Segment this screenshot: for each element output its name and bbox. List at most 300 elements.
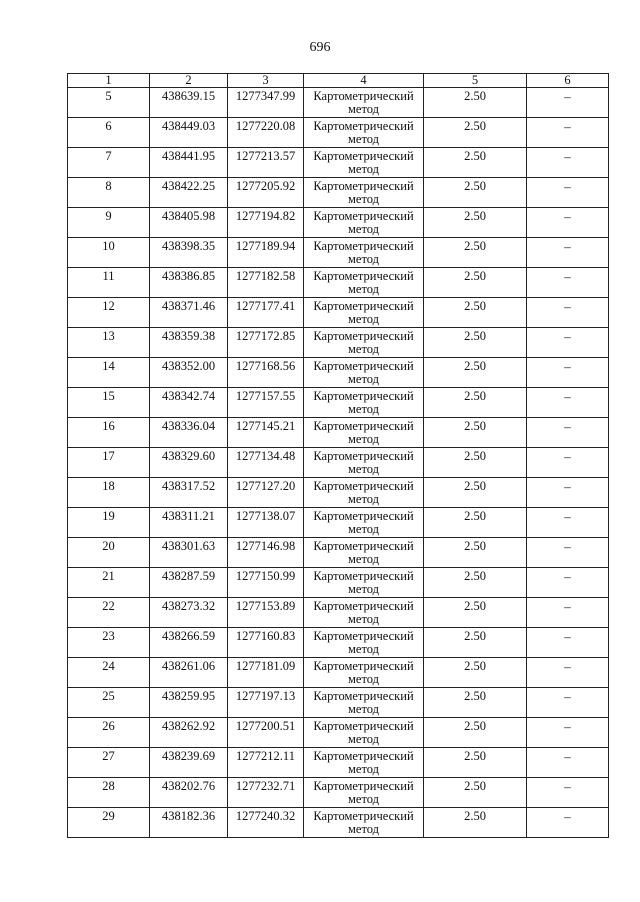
y-coordinate-cell: [228, 448, 304, 478]
x-coordinate-cell: [150, 568, 228, 598]
point-number-cell: [68, 268, 150, 298]
accuracy-cell: [424, 808, 527, 838]
y-coordinate-cell-text: 1277212.11: [236, 749, 295, 763]
table-row: [68, 508, 609, 538]
method-cell-text: Картометрический метод: [313, 659, 414, 686]
method-cell-text: Картометрический метод: [313, 599, 414, 626]
accuracy-cell-text: 2.50: [464, 149, 486, 163]
x-coordinate-cell: [150, 148, 228, 178]
note-cell: [527, 358, 609, 388]
point-number-cell: [68, 598, 150, 628]
table-row: [68, 268, 609, 298]
x-coordinate-cell: [150, 748, 228, 778]
x-coordinate-cell-text: 438405.98: [161, 209, 216, 223]
accuracy-cell: [424, 598, 527, 628]
header-row: [68, 74, 609, 88]
y-coordinate-cell: [228, 328, 304, 358]
method-cell-text: Картометрический метод: [313, 239, 414, 266]
method-cell-text: Картометрический метод: [313, 119, 414, 146]
table-body: [68, 88, 609, 838]
y-coordinate-cell-text: 1277200.51: [235, 719, 296, 733]
method-cell: [304, 208, 424, 238]
method-cell-text: Картометрический метод: [313, 629, 414, 656]
x-coordinate-cell: [150, 328, 228, 358]
x-coordinate-cell: [150, 478, 228, 508]
note-cell-text: –: [564, 329, 571, 344]
point-number-cell: [68, 448, 150, 478]
point-number-cell-text: 7: [105, 149, 112, 163]
y-coordinate-cell-text: 1277145.21: [235, 419, 296, 433]
point-number-cell-text: 23: [102, 629, 115, 643]
y-coordinate-cell: [228, 748, 304, 778]
note-cell: [527, 628, 609, 658]
y-coordinate-cell: [228, 208, 304, 238]
accuracy-cell: [424, 448, 527, 478]
x-coordinate-cell-text: 438639.15: [161, 89, 216, 103]
method-cell-text: Картометрический метод: [313, 329, 414, 356]
note-cell: [527, 148, 609, 178]
method-cell-text: Картометрический метод: [313, 419, 414, 446]
method-cell: [304, 508, 424, 538]
accuracy-cell: [424, 268, 527, 298]
table-row: [68, 178, 609, 208]
point-number-cell-text: 15: [102, 389, 115, 403]
method-cell-text: Картометрический метод: [313, 539, 414, 566]
accuracy-cell-text: 2.50: [464, 629, 486, 643]
y-coordinate-cell-text: 1277189.94: [235, 239, 296, 253]
note-cell-text: –: [564, 299, 571, 314]
y-coordinate-cell-text: 1277232.71: [235, 779, 296, 793]
table-row: [68, 688, 609, 718]
table-row: [68, 118, 609, 148]
note-cell: [527, 688, 609, 718]
x-coordinate-cell-text: 438266.59: [161, 629, 216, 643]
method-cell-text: Картометрический метод: [313, 509, 414, 536]
header-col-3: 3: [228, 74, 304, 88]
point-number-cell: [68, 208, 150, 238]
accuracy-cell-text: 2.50: [464, 779, 486, 793]
y-coordinate-cell-text: 1277138.07: [235, 509, 296, 523]
method-cell-text: Картометрический метод: [313, 149, 414, 176]
note-cell: [527, 508, 609, 538]
accuracy-cell-text: 2.50: [464, 479, 486, 493]
y-coordinate-cell-text: 1277197.13: [235, 689, 296, 703]
x-coordinate-cell-text: 438301.63: [161, 539, 216, 553]
header-col-2: 2: [150, 74, 228, 88]
accuracy-cell-text: 2.50: [464, 569, 486, 583]
point-number-cell-text: 19: [102, 509, 115, 523]
accuracy-cell: [424, 178, 527, 208]
point-number-cell: [68, 478, 150, 508]
x-coordinate-cell-text: 438386.85: [161, 269, 216, 283]
table-row: [68, 718, 609, 748]
note-cell: [527, 418, 609, 448]
accuracy-cell: [424, 418, 527, 448]
point-number-cell: [68, 778, 150, 808]
note-cell-text: –: [564, 149, 571, 164]
note-cell-text: –: [564, 269, 571, 284]
table-row: [68, 448, 609, 478]
point-number-cell: [68, 748, 150, 778]
x-coordinate-cell: [150, 808, 228, 838]
y-coordinate-cell: [228, 298, 304, 328]
x-coordinate-cell: [150, 118, 228, 148]
y-coordinate-cell-text: 1277172.85: [235, 329, 296, 343]
note-cell-text: –: [564, 689, 571, 704]
accuracy-cell-text: 2.50: [464, 599, 486, 613]
accuracy-cell-text: 2.50: [464, 659, 486, 673]
note-cell: [527, 538, 609, 568]
accuracy-cell: [424, 208, 527, 238]
x-coordinate-cell: [150, 208, 228, 238]
note-cell-text: –: [564, 629, 571, 644]
x-coordinate-cell-text: 438239.69: [161, 749, 216, 763]
accuracy-cell-text: 2.50: [464, 689, 486, 703]
y-coordinate-cell: [228, 628, 304, 658]
table-row: [68, 538, 609, 568]
x-coordinate-cell: [150, 538, 228, 568]
point-number-cell-text: 5: [105, 89, 112, 103]
method-cell-text: Картометрический метод: [313, 269, 414, 296]
accuracy-cell: [424, 148, 527, 178]
accuracy-cell: [424, 748, 527, 778]
note-cell-text: –: [564, 539, 571, 554]
accuracy-cell: [424, 658, 527, 688]
y-coordinate-cell-text: 1277181.09: [235, 659, 296, 673]
x-coordinate-cell: [150, 358, 228, 388]
y-coordinate-cell: [228, 418, 304, 448]
coordinates-table: [67, 73, 609, 838]
x-coordinate-cell-text: 438202.76: [161, 779, 216, 793]
x-coordinate-cell-text: 438287.59: [161, 569, 216, 583]
note-cell-text: –: [564, 389, 571, 404]
point-number-cell-text: 22: [102, 599, 115, 613]
accuracy-cell-text: 2.50: [464, 539, 486, 553]
method-cell: [304, 808, 424, 838]
y-coordinate-cell-text: 1277220.08: [235, 119, 296, 133]
x-coordinate-cell-text: 438259.95: [161, 689, 216, 703]
header-col-5: 5: [424, 74, 527, 88]
x-coordinate-cell-text: 438329.60: [161, 449, 216, 463]
method-cell: [304, 118, 424, 148]
x-coordinate-cell-text: 438273.32: [161, 599, 216, 613]
point-number-cell-text: 27: [102, 749, 115, 763]
note-cell-text: –: [564, 89, 571, 104]
y-coordinate-cell: [228, 118, 304, 148]
method-cell: [304, 418, 424, 448]
accuracy-cell: [424, 328, 527, 358]
x-coordinate-cell-text: 438342.74: [161, 389, 216, 403]
method-cell: [304, 148, 424, 178]
table-row: [68, 598, 609, 628]
accuracy-cell: [424, 538, 527, 568]
method-cell: [304, 298, 424, 328]
point-number-cell-text: 21: [102, 569, 115, 583]
method-cell-text: Картометрический метод: [313, 389, 414, 416]
table-row: [68, 778, 609, 808]
x-coordinate-cell: [150, 418, 228, 448]
accuracy-cell-text: 2.50: [464, 119, 486, 133]
point-number-cell: [68, 148, 150, 178]
point-number-cell: [68, 238, 150, 268]
x-coordinate-cell: [150, 238, 228, 268]
method-cell: [304, 688, 424, 718]
method-cell: [304, 358, 424, 388]
note-cell-text: –: [564, 749, 571, 764]
point-number-cell: [68, 388, 150, 418]
note-cell: [527, 178, 609, 208]
x-coordinate-cell: [150, 298, 228, 328]
method-cell-text: Картометрический метод: [313, 809, 414, 836]
method-cell: [304, 658, 424, 688]
method-cell-text: Картометрический метод: [313, 569, 414, 596]
x-coordinate-cell: [150, 718, 228, 748]
x-coordinate-cell: [150, 388, 228, 418]
note-cell-text: –: [564, 179, 571, 194]
method-cell: [304, 88, 424, 118]
accuracy-cell-text: 2.50: [464, 719, 486, 733]
note-cell: [527, 268, 609, 298]
x-coordinate-cell-text: 438336.04: [161, 419, 216, 433]
note-cell-text: –: [564, 569, 571, 584]
note-cell: [527, 118, 609, 148]
table-row: [68, 808, 609, 838]
note-cell-text: –: [564, 659, 571, 674]
accuracy-cell: [424, 88, 527, 118]
y-coordinate-cell-text: 1277134.48: [235, 449, 296, 463]
note-cell-text: –: [564, 599, 571, 614]
y-coordinate-cell: [228, 178, 304, 208]
point-number-cell-text: 29: [102, 809, 115, 823]
x-coordinate-cell-text: 438441.95: [161, 149, 216, 163]
method-cell: [304, 478, 424, 508]
accuracy-cell: [424, 778, 527, 808]
accuracy-cell-text: 2.50: [464, 179, 486, 193]
table-row: [68, 238, 609, 268]
y-coordinate-cell-text: 1277146.98: [235, 539, 296, 553]
y-coordinate-cell: [228, 268, 304, 298]
method-cell: [304, 568, 424, 598]
method-cell: [304, 538, 424, 568]
point-number-cell-text: 14: [102, 359, 115, 373]
point-number-cell-text: 17: [102, 449, 115, 463]
point-number-cell: [68, 808, 150, 838]
point-number-cell-text: 9: [105, 209, 112, 223]
y-coordinate-cell-text: 1277213.57: [235, 149, 296, 163]
x-coordinate-cell-text: 438317.52: [161, 479, 216, 493]
point-number-cell-text: 25: [102, 689, 115, 703]
note-cell-text: –: [564, 809, 571, 824]
note-cell: [527, 658, 609, 688]
y-coordinate-cell: [228, 538, 304, 568]
y-coordinate-cell-text: 1277182.58: [235, 269, 296, 283]
method-cell: [304, 178, 424, 208]
point-number-cell: [68, 118, 150, 148]
table-row: [68, 388, 609, 418]
y-coordinate-cell-text: 1277347.99: [235, 89, 296, 103]
x-coordinate-cell-text: 438262.92: [161, 719, 216, 733]
accuracy-cell: [424, 238, 527, 268]
accuracy-cell: [424, 298, 527, 328]
accuracy-cell-text: 2.50: [464, 89, 486, 103]
note-cell: [527, 88, 609, 118]
accuracy-cell: [424, 118, 527, 148]
y-coordinate-cell: [228, 148, 304, 178]
method-cell-text: Картометрический метод: [313, 749, 414, 776]
accuracy-cell: [424, 358, 527, 388]
point-number-cell-text: 24: [102, 659, 115, 673]
point-number-cell-text: 20: [102, 539, 115, 553]
accuracy-cell: [424, 568, 527, 598]
point-number-cell: [68, 538, 150, 568]
accuracy-cell: [424, 508, 527, 538]
method-cell-text: Картометрический метод: [313, 479, 414, 506]
page-number: 696: [309, 40, 331, 55]
accuracy-cell: [424, 688, 527, 718]
accuracy-cell-text: 2.50: [464, 329, 486, 343]
y-coordinate-cell-text: 1277168.56: [235, 359, 296, 373]
y-coordinate-cell-text: 1277160.83: [235, 629, 296, 643]
method-cell-text: Картометрический метод: [313, 89, 414, 116]
note-cell-text: –: [564, 779, 571, 794]
y-coordinate-cell-text: 1277150.99: [235, 569, 296, 583]
point-number-cell-text: 12: [102, 299, 115, 313]
table-row: [68, 748, 609, 778]
y-coordinate-cell-text: 1277153.89: [235, 599, 296, 613]
method-cell: [304, 748, 424, 778]
table-row: [68, 328, 609, 358]
table-row: [68, 208, 609, 238]
table-row: [68, 358, 609, 388]
accuracy-cell-text: 2.50: [464, 299, 486, 313]
note-cell: [527, 208, 609, 238]
header-col-4: 4: [304, 74, 424, 88]
y-coordinate-cell: [228, 718, 304, 748]
table-row: [68, 88, 609, 118]
note-cell: [527, 238, 609, 268]
note-cell-text: –: [564, 209, 571, 224]
point-number-cell: [68, 298, 150, 328]
y-coordinate-cell-text: 1277157.55: [235, 389, 296, 403]
table-row: [68, 418, 609, 448]
note-cell-text: –: [564, 479, 571, 494]
x-coordinate-cell-text: 438182.36: [161, 809, 216, 823]
method-cell-text: Картометрический метод: [313, 689, 414, 716]
point-number-cell: [68, 508, 150, 538]
y-coordinate-cell: [228, 808, 304, 838]
method-cell: [304, 238, 424, 268]
x-coordinate-cell-text: 438422.25: [161, 179, 216, 193]
note-cell-text: –: [564, 119, 571, 134]
accuracy-cell: [424, 478, 527, 508]
y-coordinate-cell-text: 1277177.41: [235, 299, 296, 313]
method-cell: [304, 448, 424, 478]
table-row: [68, 478, 609, 508]
method-cell: [304, 718, 424, 748]
y-coordinate-cell-text: 1277205.92: [235, 179, 296, 193]
table-row: [68, 658, 609, 688]
note-cell-text: –: [564, 359, 571, 374]
x-coordinate-cell-text: 438359.38: [161, 329, 216, 343]
note-cell: [527, 808, 609, 838]
point-number-cell-text: 13: [102, 329, 115, 343]
y-coordinate-cell: [228, 88, 304, 118]
x-coordinate-cell-text: 438352.00: [161, 359, 216, 373]
table-row: [68, 298, 609, 328]
point-number-cell-text: 18: [102, 479, 115, 493]
note-cell: [527, 748, 609, 778]
header-col-6: 6: [527, 74, 609, 88]
table-row: [68, 628, 609, 658]
point-number-cell: [68, 178, 150, 208]
method-cell-text: Картометрический метод: [313, 209, 414, 236]
note-cell-text: –: [564, 719, 571, 734]
note-cell: [527, 388, 609, 418]
note-cell-text: –: [564, 509, 571, 524]
y-coordinate-cell: [228, 598, 304, 628]
x-coordinate-cell: [150, 598, 228, 628]
method-cell: [304, 328, 424, 358]
method-cell: [304, 628, 424, 658]
y-coordinate-cell: [228, 568, 304, 598]
accuracy-cell-text: 2.50: [464, 509, 486, 523]
y-coordinate-cell: [228, 778, 304, 808]
point-number-cell: [68, 418, 150, 448]
accuracy-cell-text: 2.50: [464, 389, 486, 403]
point-number-cell: [68, 658, 150, 688]
y-coordinate-cell: [228, 688, 304, 718]
point-number-cell-text: 6: [105, 119, 112, 133]
note-cell: [527, 328, 609, 358]
y-coordinate-cell-text: 1277194.82: [235, 209, 296, 223]
x-coordinate-cell: [150, 508, 228, 538]
table-header: [68, 74, 609, 88]
method-cell-text: Картометрический метод: [313, 359, 414, 386]
accuracy-cell: [424, 388, 527, 418]
accuracy-cell-text: 2.50: [464, 209, 486, 223]
x-coordinate-cell: [150, 688, 228, 718]
point-number-cell-text: 11: [102, 269, 115, 283]
point-number-cell: [68, 88, 150, 118]
note-cell: [527, 568, 609, 598]
x-coordinate-cell-text: 438311.21: [162, 509, 215, 523]
accuracy-cell-text: 2.50: [464, 449, 486, 463]
method-cell: [304, 778, 424, 808]
note-cell-text: –: [564, 449, 571, 464]
note-cell-text: –: [564, 419, 571, 434]
x-coordinate-cell: [150, 178, 228, 208]
header-col-1: 1: [68, 74, 150, 88]
x-coordinate-cell: [150, 628, 228, 658]
x-coordinate-cell-text: 438261.06: [161, 659, 216, 673]
accuracy-cell-text: 2.50: [464, 359, 486, 373]
x-coordinate-cell: [150, 658, 228, 688]
accuracy-cell-text: 2.50: [464, 809, 486, 823]
note-cell: [527, 298, 609, 328]
method-cell-text: Картометрический метод: [313, 719, 414, 746]
note-cell: [527, 718, 609, 748]
method-cell-text: Картометрический метод: [313, 779, 414, 806]
point-number-cell: [68, 718, 150, 748]
point-number-cell-text: 28: [102, 779, 115, 793]
table-row: [68, 568, 609, 598]
accuracy-cell: [424, 718, 527, 748]
point-number-cell-text: 26: [102, 719, 115, 733]
note-cell: [527, 778, 609, 808]
accuracy-cell: [424, 628, 527, 658]
note-cell: [527, 478, 609, 508]
y-coordinate-cell-text: 1277127.20: [235, 479, 296, 493]
